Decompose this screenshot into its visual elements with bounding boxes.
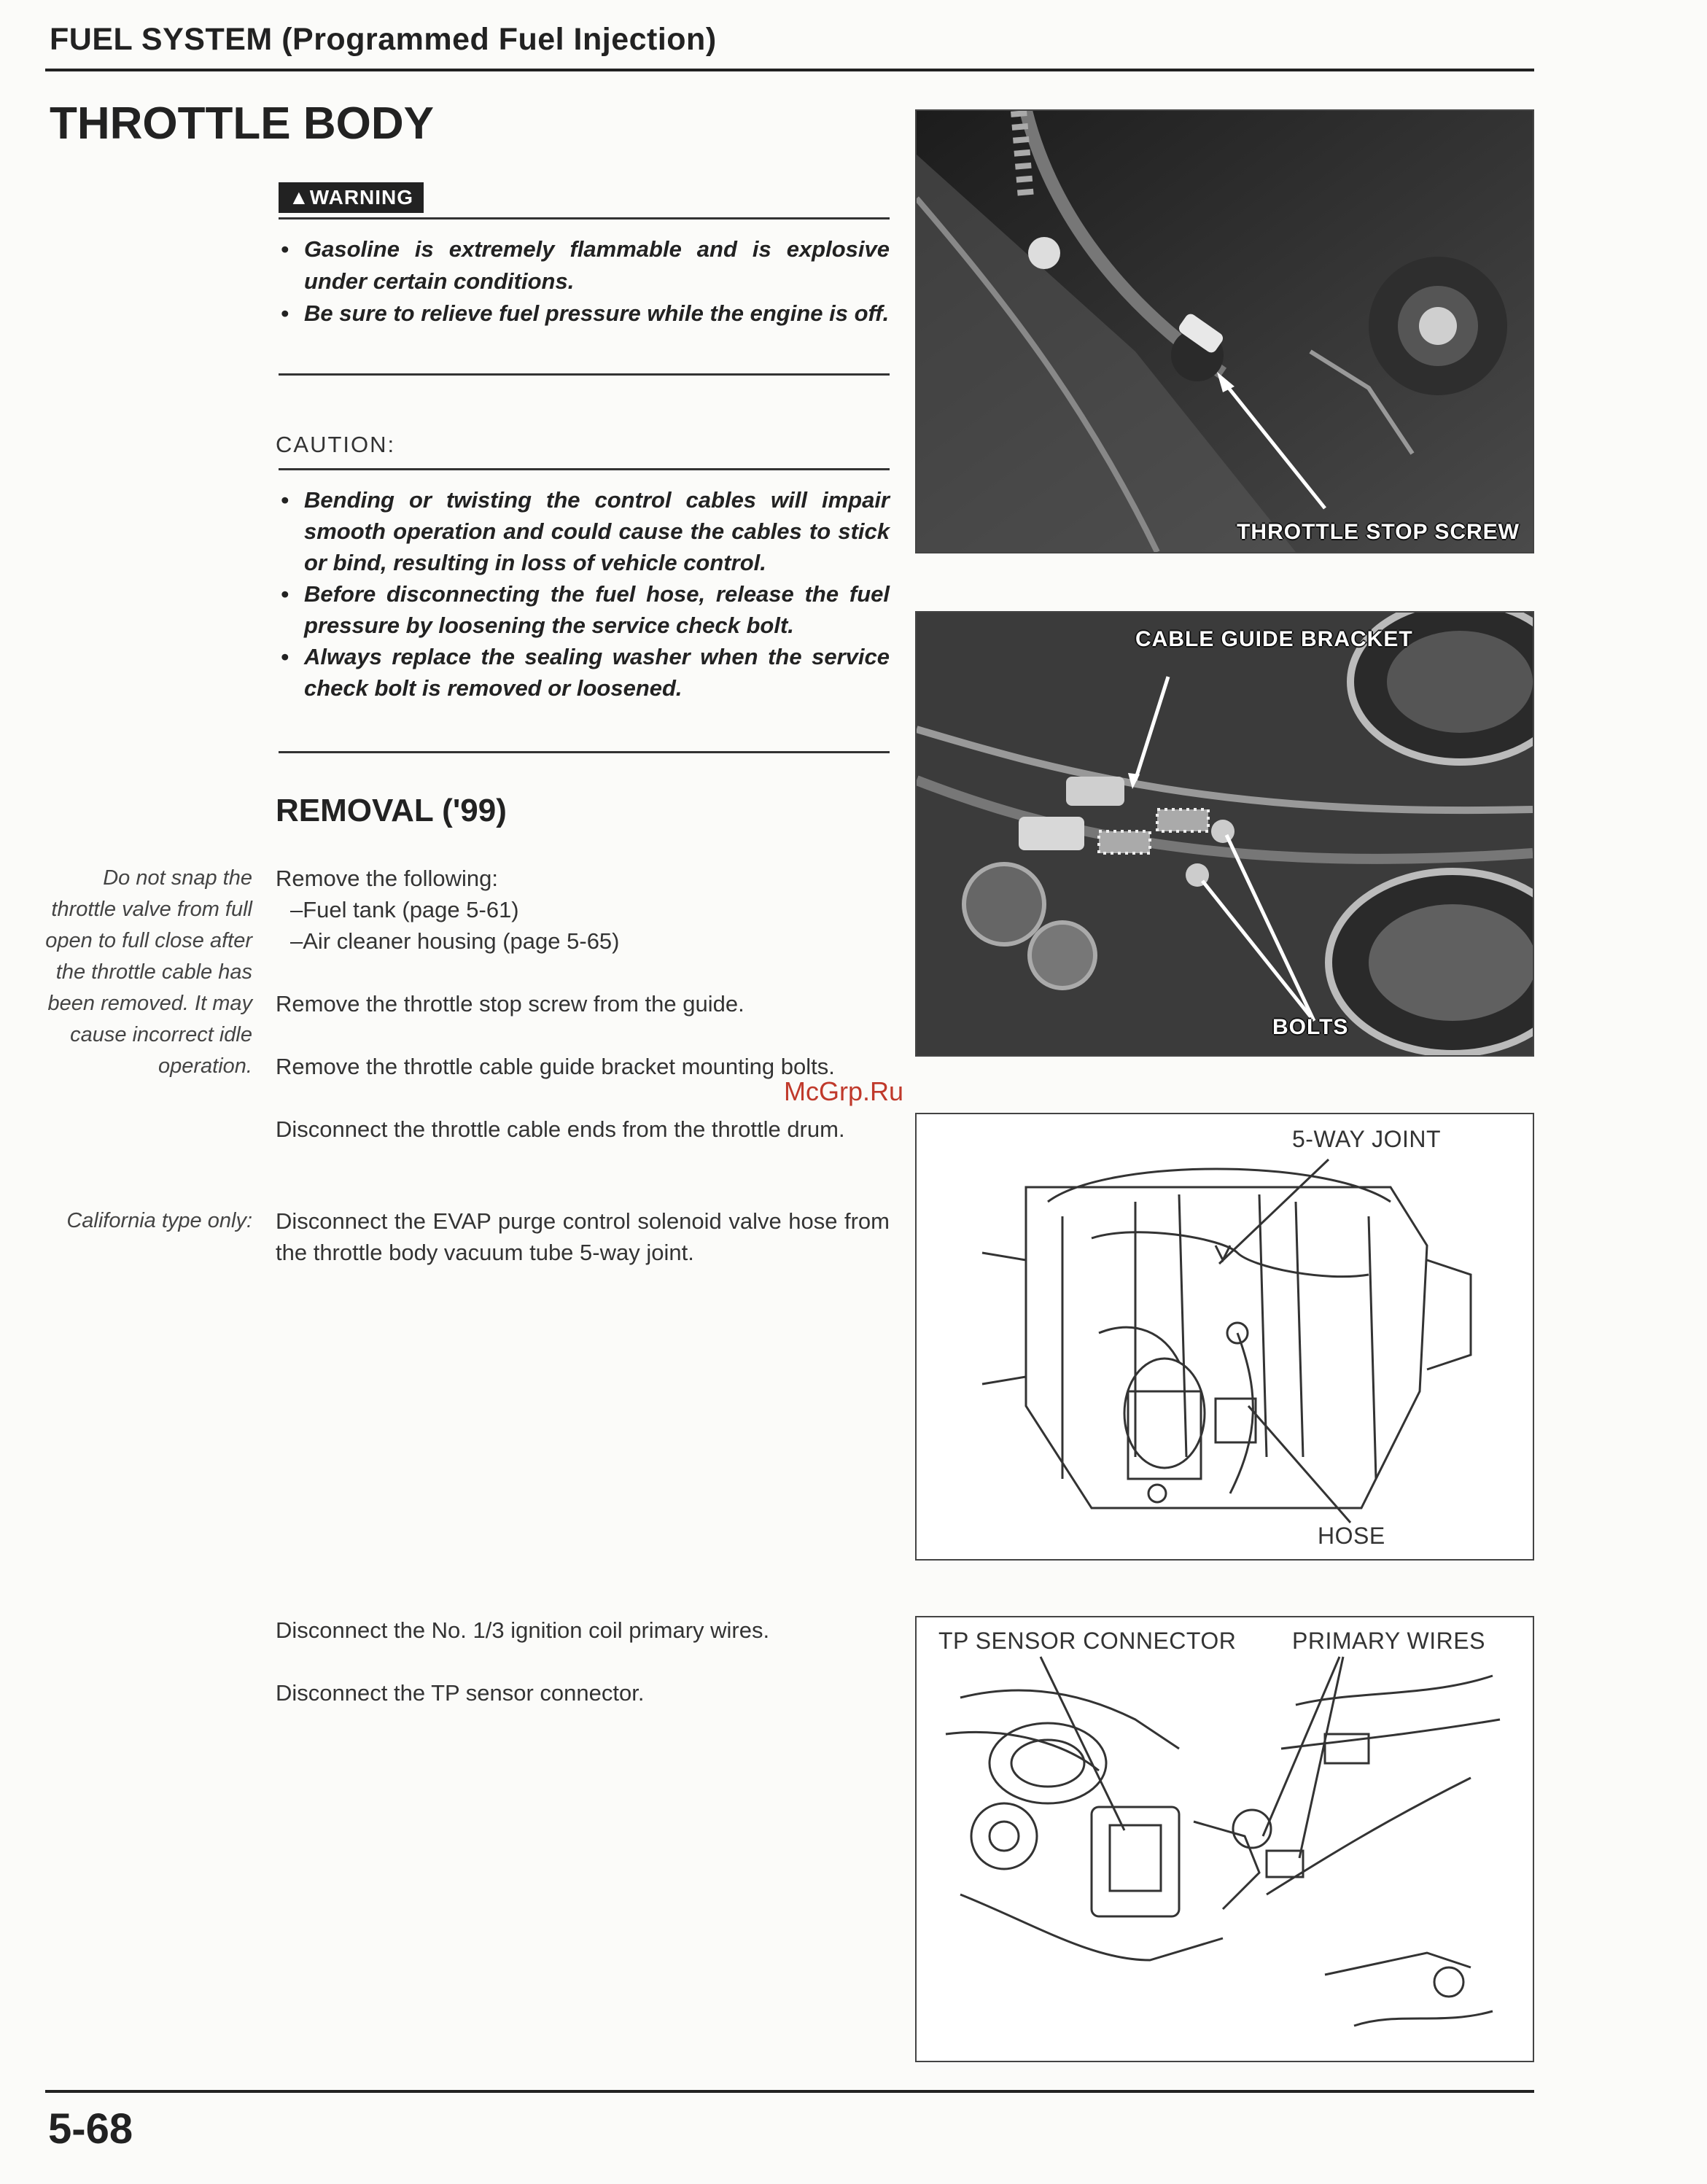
warning-item: • Gasoline is extremely flammable and is explosive under certain conditions. <box>281 233 890 298</box>
label-bolts: BOLTS <box>1272 1015 1349 1039</box>
label-tp-sensor-connector: TP SENSOR CONNECTOR <box>938 1628 1237 1654</box>
diagram-5-way-joint-art <box>917 1114 1533 1559</box>
step-cable-ends: Disconnect the throttle cable ends from the throttle drum. <box>276 1116 845 1142</box>
step-stop-screw: Remove the throttle stop screw from the guide. <box>276 991 744 1017</box>
photo-throttle-stop-screw <box>915 109 1534 553</box>
caution-item: • Before disconnecting the fuel hose, release the fuel pressure by loosening the service check bolt. <box>281 578 890 641</box>
header-divider <box>45 69 1534 71</box>
label-primary-wires: PRIMARY WIRES <box>1292 1628 1485 1654</box>
warning-list <box>281 233 890 330</box>
side-note-throttle: Do not snap the throttle valve from full open to full close after the throttle cable has been removed. It may cause incorrect idle operation. <box>45 866 252 1078</box>
step-remove-following: Remove the following: <box>276 866 498 891</box>
caution-label: CAUTION: <box>276 432 396 457</box>
watermark: McGrp.Ru <box>784 1076 904 1106</box>
diagram-tp-sensor <box>915 1616 1534 2062</box>
sub-item-air-cleaner: –Air cleaner housing (page 5-65) <box>290 928 620 954</box>
side-note-california: California type only: <box>66 1209 252 1232</box>
sub-item-fuel-tank: –Fuel tank (page 5-61) <box>290 897 519 922</box>
caution-bottom-rule <box>279 751 890 753</box>
diagram-5-way-joint <box>915 1113 1534 1561</box>
diagram-tp-sensor-art <box>917 1617 1533 2061</box>
footer-divider <box>45 2090 1534 2093</box>
caution-top-rule <box>279 468 890 470</box>
label-throttle-stop-screw: THROTTLE STOP SCREW <box>1237 520 1520 544</box>
warning-top-rule <box>279 217 890 219</box>
section-header: FUEL SYSTEM (Programmed Fuel Injection) <box>50 22 717 57</box>
removal-title: REMOVAL ('99) <box>276 793 507 828</box>
photo-throttle-stop-screw-art <box>917 111 1533 552</box>
warning-bottom-rule <box>279 373 890 376</box>
label-5-way-joint: 5-WAY JOINT <box>1292 1126 1442 1152</box>
step-coil-wires: Disconnect the No. 1/3 ignition coil primary wires. <box>276 1617 770 1643</box>
photo-cable-guide-bracket-art <box>917 613 1533 1055</box>
caution-item: • Bending or twisting the control cables will impair smooth operation and could cause the cables to stick or bind, resulting in loss of vehicle control. <box>281 484 890 578</box>
photo-cable-guide-bracket <box>915 611 1534 1057</box>
step-bracket-bolts: Remove the throttle cable guide bracket mounting bolts. <box>276 1054 835 1079</box>
caution-item: • Always replace the sealing washer when the service check bolt is removed or loosened. <box>281 641 890 704</box>
caution-list <box>281 484 890 704</box>
warning-badge: ▲WARNING <box>279 182 424 213</box>
page-title: THROTTLE BODY <box>50 98 434 149</box>
page-number: 5-68 <box>48 2105 133 2153</box>
step-evap-hose: Disconnect the EVAP purge control solenoid valve hose from the throttle body vacuum tube 5-way joint. <box>276 1208 890 1265</box>
step-tp-sensor: Disconnect the TP sensor connector. <box>276 1680 645 1706</box>
label-cable-guide-bracket: CABLE GUIDE BRACKET <box>1135 627 1413 651</box>
label-hose: HOSE <box>1318 1523 1385 1549</box>
warning-item: • Be sure to relieve fuel pressure while the engine is off. <box>281 298 890 330</box>
